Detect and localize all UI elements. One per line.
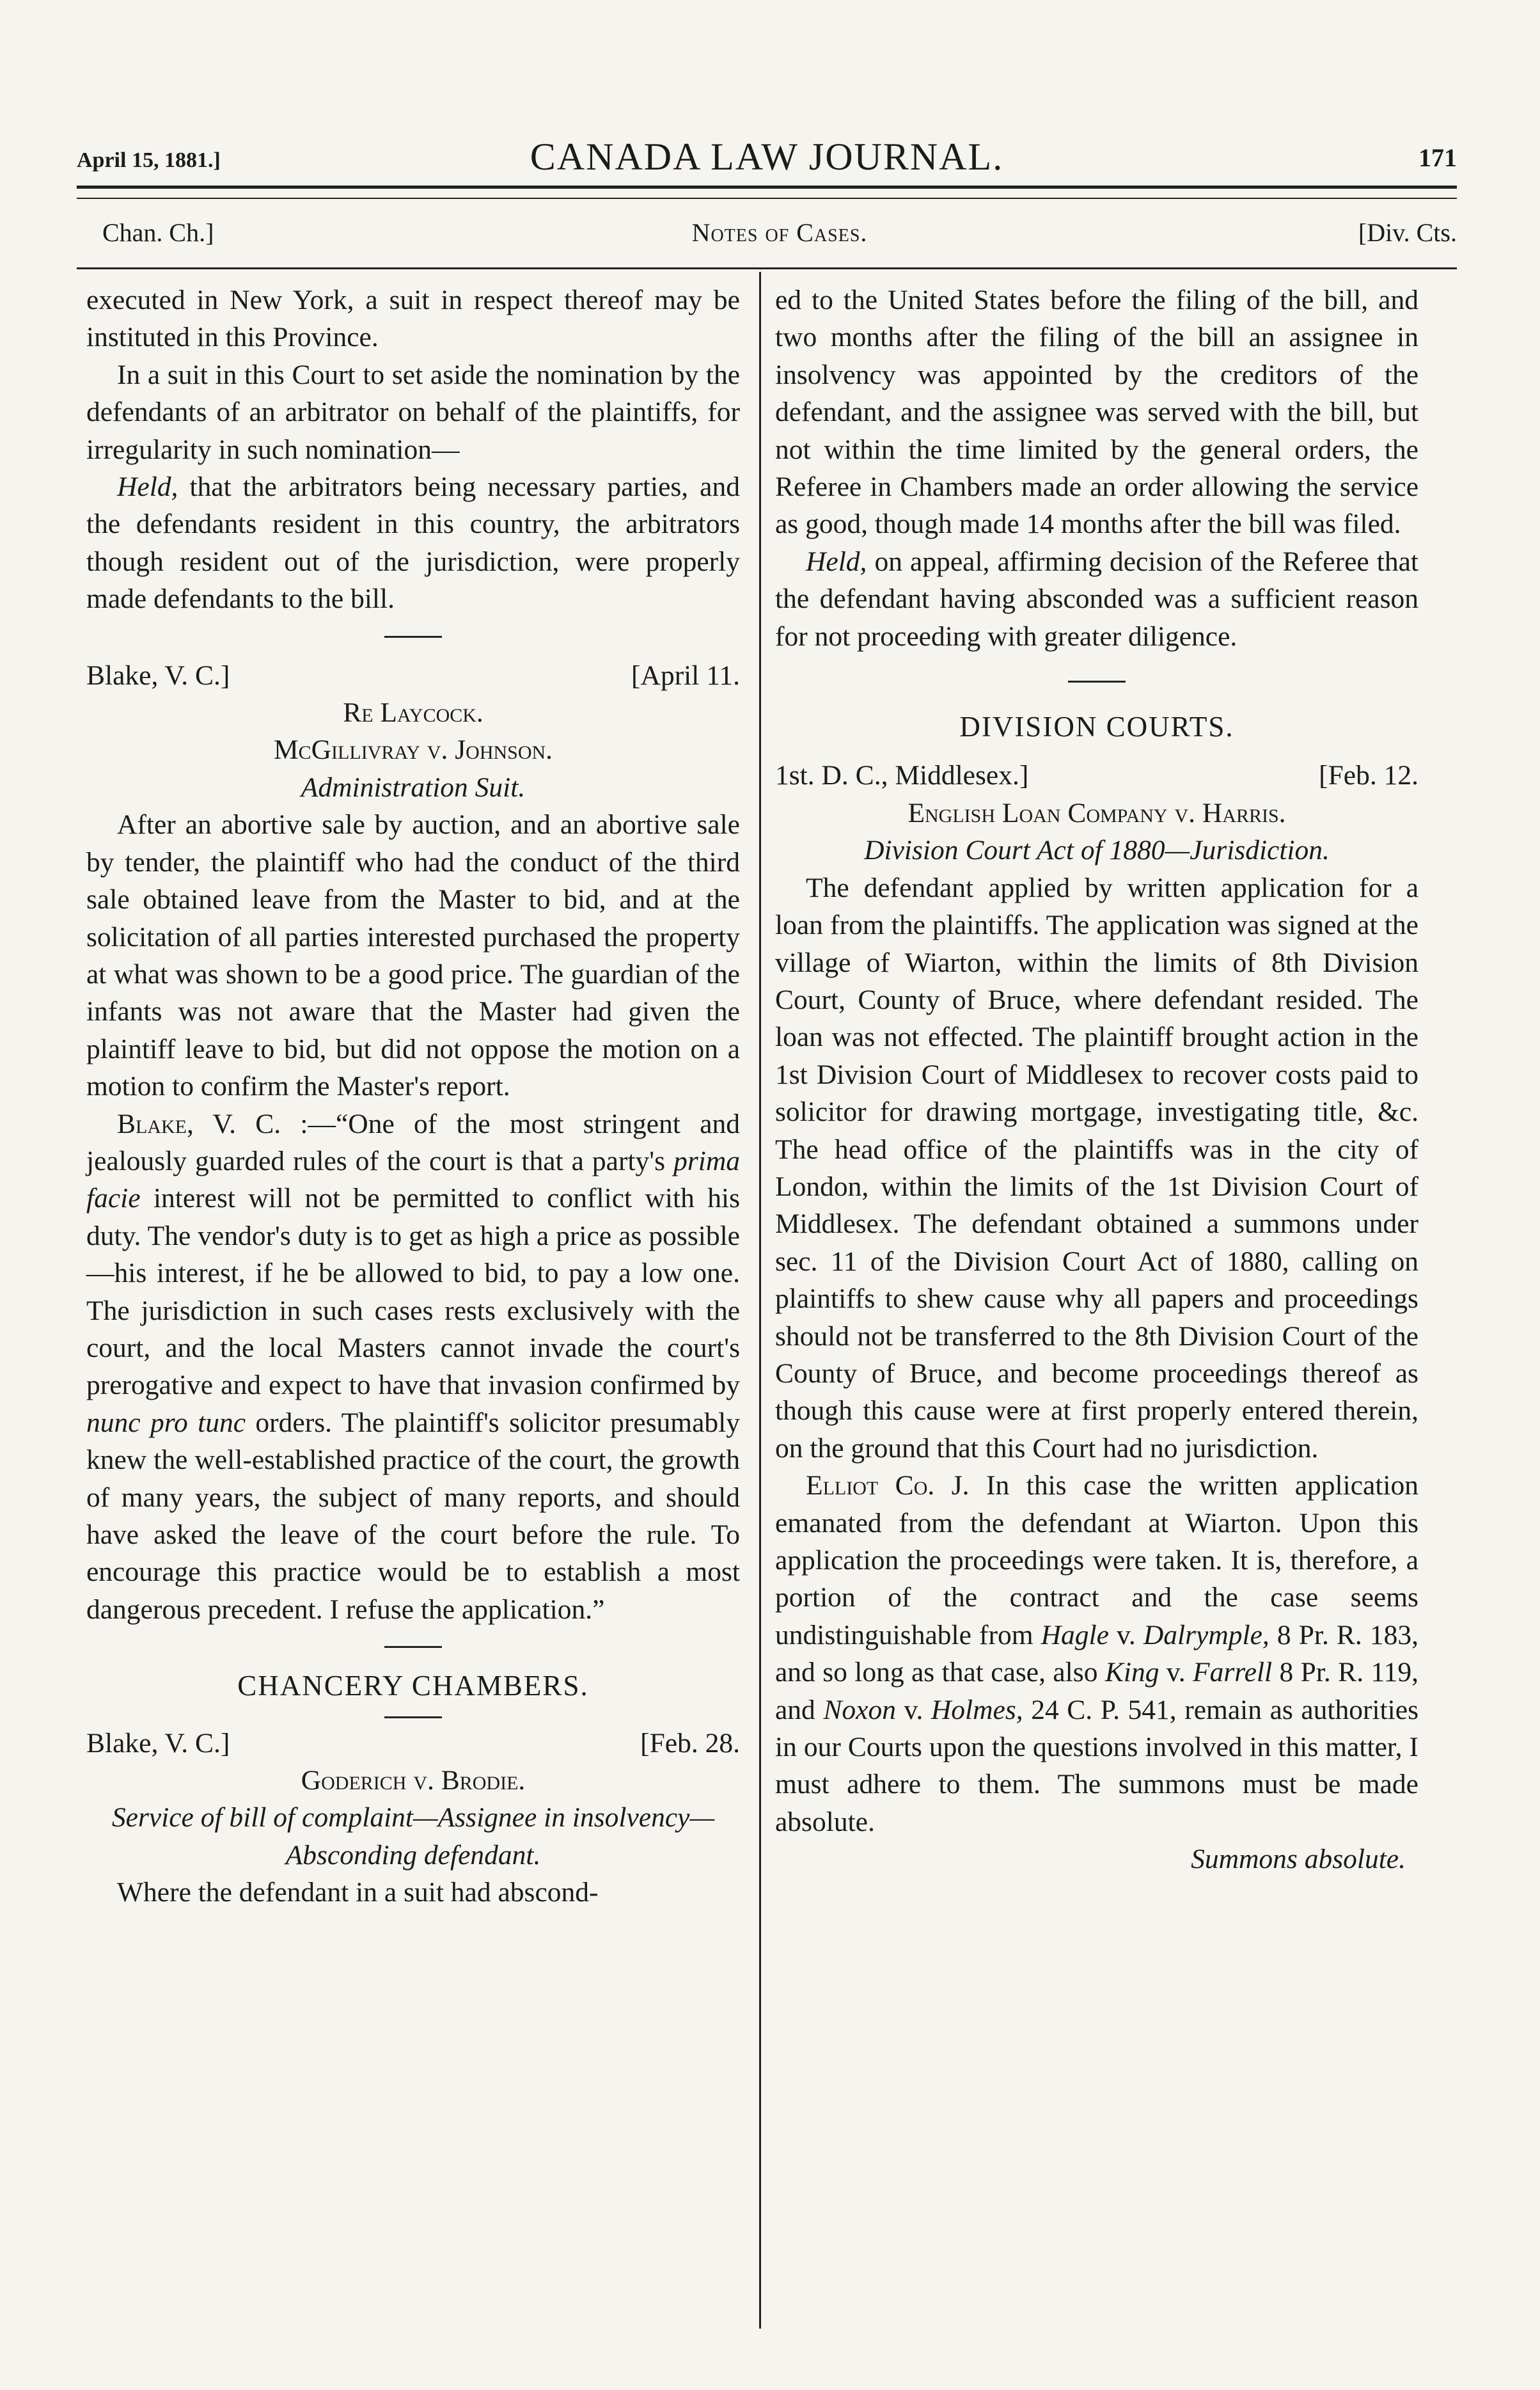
case-line (86, 1725, 740, 1762)
case-title: Re Laycock. (343, 697, 483, 729)
paragraph: executed in New York, a suit in respect thereof may be instituted in this Province. (86, 285, 740, 353)
section-heading: CHANCERY CHAMBERS. (237, 1670, 589, 1702)
section-heading: DIVISION COURTS. (959, 711, 1234, 743)
case-line (86, 657, 740, 694)
running-head-right: [Div. Cts. (1358, 218, 1457, 247)
page-number: 171 (1418, 143, 1457, 172)
paragraph: The defendant applied by written application for a loan from the plaintiffs. The application was signed at the village of Wiarton, within the limits of 8th Division Court, County of Bruce, where defendant resided. The loan was not effected. The plaintiff brought action in the 1st Division Court of Middlesex to recover costs paid to solicitor for drawing mortgage, investigating title, &c. The head office of the plaintiffs was in the city of London, within the limits of the 1st Division Court of Middlesex. The defendant obtained a summons under sec. 11 of the Division Court Act of 1880, calling on plaintiffs to shew cause why all papers and proceedings should not be transferred to the 8th Division Court of the County of Bruce, and become proceedings thereof as though this cause were at first properly entered therein, on the ground that this Court had no jurisdiction. (775, 872, 1418, 1464)
case-title: McGillivray v. Johnson. (273, 734, 553, 766)
paragraph: Blake, V. C. :—“One of the most stringent and jealously guarded rules of the court is that a party's prima facie interest will not be permitted to conflict with his duty. The vendor's duty is to get as high a price as possible—his interest, if he be allowed to bid, to pay a low one. The jurisdiction in such cases rests exclusively with the court, and the local Masters cannot invade the court's prerogative and expect to have that invasion confirmed by nunc pro tunc orders. The plaintiff's solicitor presumably knew the well-established practice of the court, the growth of many years, the subject of many reports, and should have asked the leave of the court before the rule. To encourage this practice would be to establish a most dangerous precedent. I refuse the application.” (86, 1108, 741, 1625)
header-rule (77, 186, 1457, 199)
running-head (102, 218, 1457, 256)
journal-title: CANADA LAW JOURNAL. (530, 136, 1004, 178)
paragraph: Where the defendant in a suit had abscond- (117, 1877, 599, 1908)
case-court: 1st. D. C., Middlesex.] (775, 760, 1029, 791)
case-subject: Division Court Act of 1880—Jurisdiction. (864, 835, 1330, 866)
case-subject: Administration Suit. (301, 772, 526, 803)
paragraph: In a suit in this Court to set aside the nomination by the defendants of an arbitrator on behalf of the plaintiffs, for irregularity in such nomination— (86, 359, 740, 465)
section-separator (384, 1716, 442, 1718)
held-label: Held, (806, 546, 867, 577)
case-date: [Feb. 28. (640, 1727, 740, 1759)
paragraph: Elliot Co. J. In this case the written application emanated from the defendant at Wiarton. Upon this application the proceedings were taken. It is, therefore, a portion of the contract and the case seems undistinguishable from Hagle v. Dalrymple, 8 Pr. R. 183, and so long as that case, also King v. Farrell 8 Pr. R. 119, and Noxon v. Holmes, 24 C. P. 541, remain as authorities in our Courts upon the questions involved in this matter, I must adhere to them. The summons must be made absolute. (775, 1470, 1418, 1837)
page-header (77, 128, 1457, 179)
column-divider (759, 272, 761, 2329)
case-date: [April 11. (631, 660, 740, 691)
case-line (775, 757, 1418, 794)
case-subject: Service of bill of complaint—Assignee in insolvency—Absconding defendant. (111, 1802, 715, 1871)
section-separator (384, 636, 442, 638)
case-court: Blake, V. C.] (86, 660, 230, 691)
running-head-left: Chan. Ch.] (102, 218, 214, 247)
judge-name: Blake, V. C. (117, 1108, 281, 1139)
paragraph: After an abortive sale by auction, and an abortive sale by tender, the plaintiff who had the conduct of the third sale obtained leave from the Master to bid, and at the solicitation of all parties interested purchased the property at what was shown to be a good price. The guardian of the infants was not aware that the Master had given the plaintiff leave to bid, but did not oppose the motion on a motion to confirm the Master's report. (86, 809, 740, 1102)
running-head-center: Notes of Cases. (691, 218, 868, 247)
case-title: Goderich v. Brodie. (301, 1765, 526, 1796)
section-separator (1068, 681, 1126, 683)
section-separator (384, 1646, 442, 1648)
paragraph (86, 468, 740, 618)
judge-name: Elliot Co. J. (806, 1470, 970, 1501)
signature: Summons absolute. (1191, 1844, 1406, 1875)
held-label: Held, (117, 471, 178, 503)
case-date: [Feb. 12. (1319, 760, 1418, 791)
paragraph-text: that the arbitrators being necessary parties, and the defendants resident in this country, the arbitrators though resident out of the jurisdiction, were properly made defendants to the bill. (86, 471, 740, 615)
case-court: Blake, V. C.] (86, 1727, 230, 1759)
paragraph: ed to the United States before the filing of the bill, and two months after the filing of the bill an assignee in insolvency was appointed by the creditors of the defendant, and the assignee was served with the bill, but not within the time limited by the general orders, the Referee in Chambers made an order allowing the service as good, though made 14 months after the bill was filed. (775, 285, 1418, 540)
left-column (86, 281, 740, 1911)
case-title: English Loan Company v. Harris. (908, 797, 1286, 828)
right-column (775, 281, 1418, 1878)
subheader-rule (77, 267, 1457, 269)
paragraph: Held, on appeal, affirming decision of the Referee that the defendant having absconded was a sufficient reason for not proceeding with greater diligence. (775, 546, 1418, 652)
issue-date: April 15, 1881.] (77, 148, 221, 172)
